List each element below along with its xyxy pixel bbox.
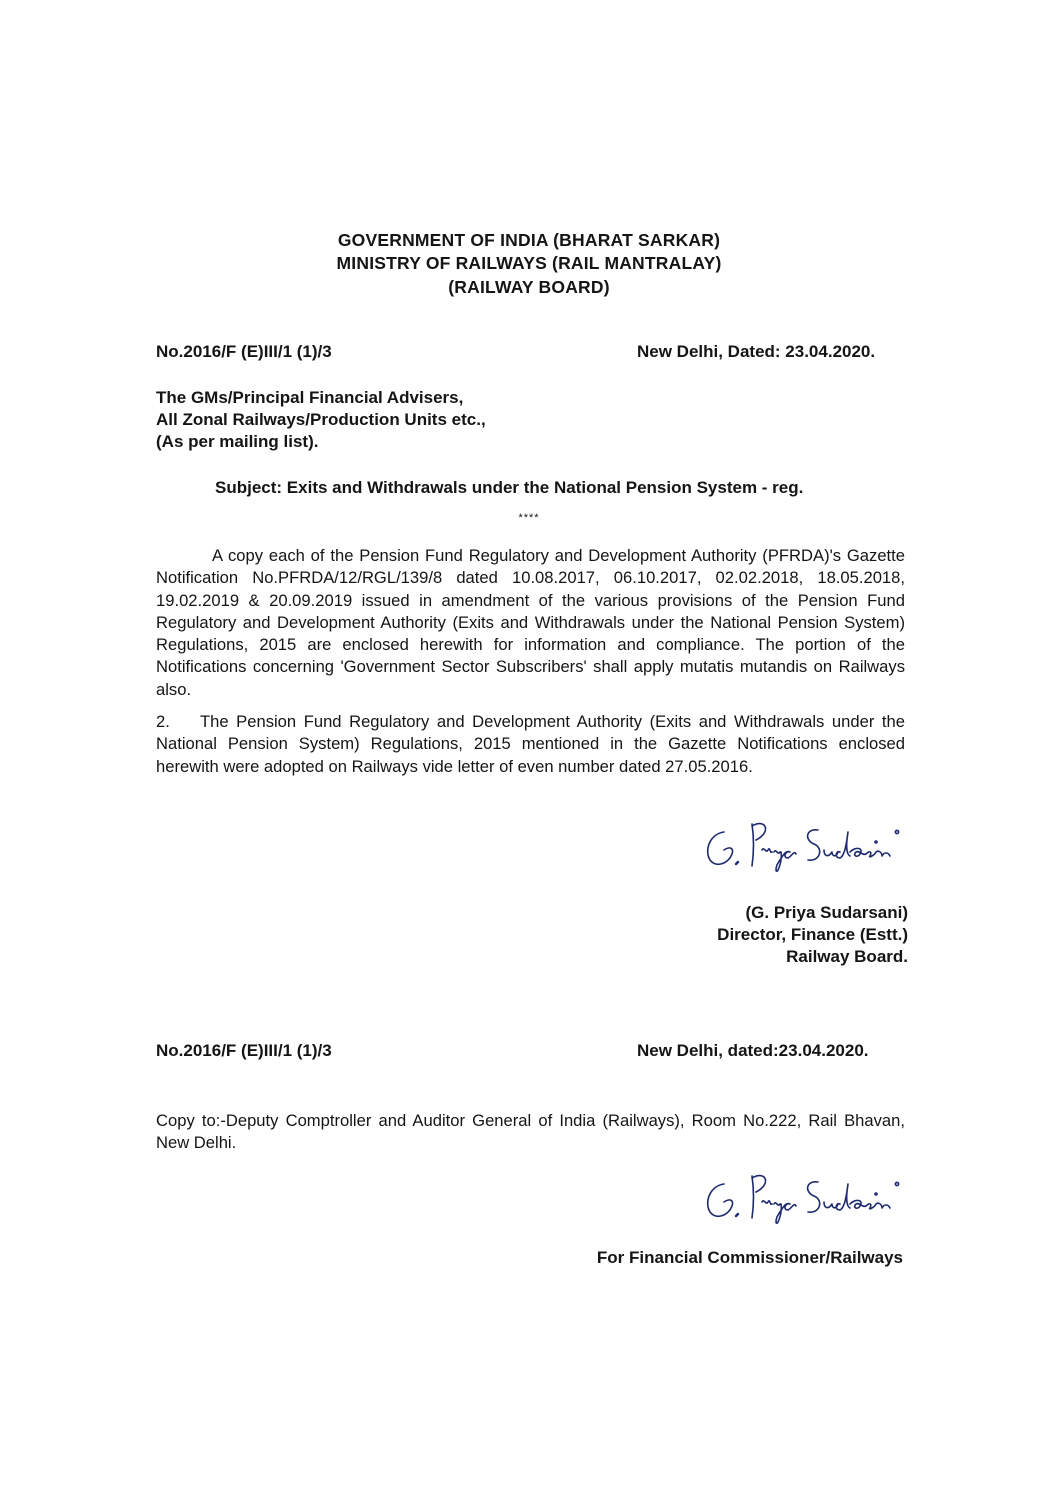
- handwritten-signature-closing: [700, 1162, 910, 1232]
- header-line-government: GOVERNMENT OF INDIA (BHARAT SARKAR): [337, 230, 721, 250]
- addressee-line-2: All Zonal Railways/Production Units etc.,: [156, 410, 486, 429]
- subject-line: [215, 478, 803, 498]
- paragraph-2: [156, 711, 905, 778]
- header-line-ministry: MINISTRY OF RAILWAYS (RAIL MANTRALAY): [336, 253, 722, 273]
- subject-separator: ****: [518, 512, 540, 524]
- copy-reference-place-date: New Delhi, dated:23.04.2020.: [637, 1041, 869, 1060]
- paragraph-1-text: A copy each of the Pension Fund Regulatory and Development Authority (PFRDA)'s Gazette Notification No.PFRDA/12/RGL/139/8 dated 10.08.2017, 06.10.2017, 02.02.2018, 18.05.2018, 19.02.2019 & 20.09.2019 issued in amendment of the various provisions of the Pension Fund Regulatory and Development Authority (Exits and Withdrawals under the National Pension System) Regulations, 2015 are enclosed herewith for information and compliance. The portion of the Notifications concerning 'Government Sector Subscribers' shall apply mutatis mutandis on Railways also.: [156, 546, 905, 699]
- paragraph-1: [156, 545, 905, 701]
- signatory-designation: Director, Finance (Estt.): [717, 925, 908, 944]
- reference-number: No.2016/F (E)III/1 (1)/3: [156, 342, 332, 361]
- copy-to-paragraph: Copy to:-Deputy Comptroller and Auditor General of India (Railways), Room No.222, Rail Bhavan, New Delhi.: [156, 1111, 905, 1153]
- signatory-office: Railway Board.: [786, 947, 908, 966]
- subject-label: Subject:: [215, 478, 283, 497]
- paragraph-2-number: 2.: [156, 712, 170, 731]
- addressee-line-3: (As per mailing list).: [156, 432, 319, 451]
- addressee-line-1: The GMs/Principal Financial Advisers,: [156, 388, 464, 407]
- subject-text: Exits and Withdrawals under the National Pension System - reg.: [286, 478, 804, 497]
- handwritten-signature: [700, 810, 910, 880]
- signatory-name: (G. Priya Sudarsani): [745, 903, 908, 922]
- closing-for-line: For Financial Commissioner/Railways: [596, 1248, 903, 1267]
- header-line-board: (RAILWAY BOARD): [448, 277, 610, 297]
- copy-reference-number: No.2016/F (E)III/1 (1)/3: [156, 1041, 332, 1060]
- paragraph-2-text: The Pension Fund Regulatory and Development Authority (Exits and Withdrawals under the National Pension System) Regulations, 2015 mentioned in the Gazette Notifications enclosed herewith were adopted on Railways vide letter of even number dated 27.05.2016.: [156, 712, 905, 776]
- reference-place-date: New Delhi, Dated: 23.04.2020.: [637, 342, 876, 361]
